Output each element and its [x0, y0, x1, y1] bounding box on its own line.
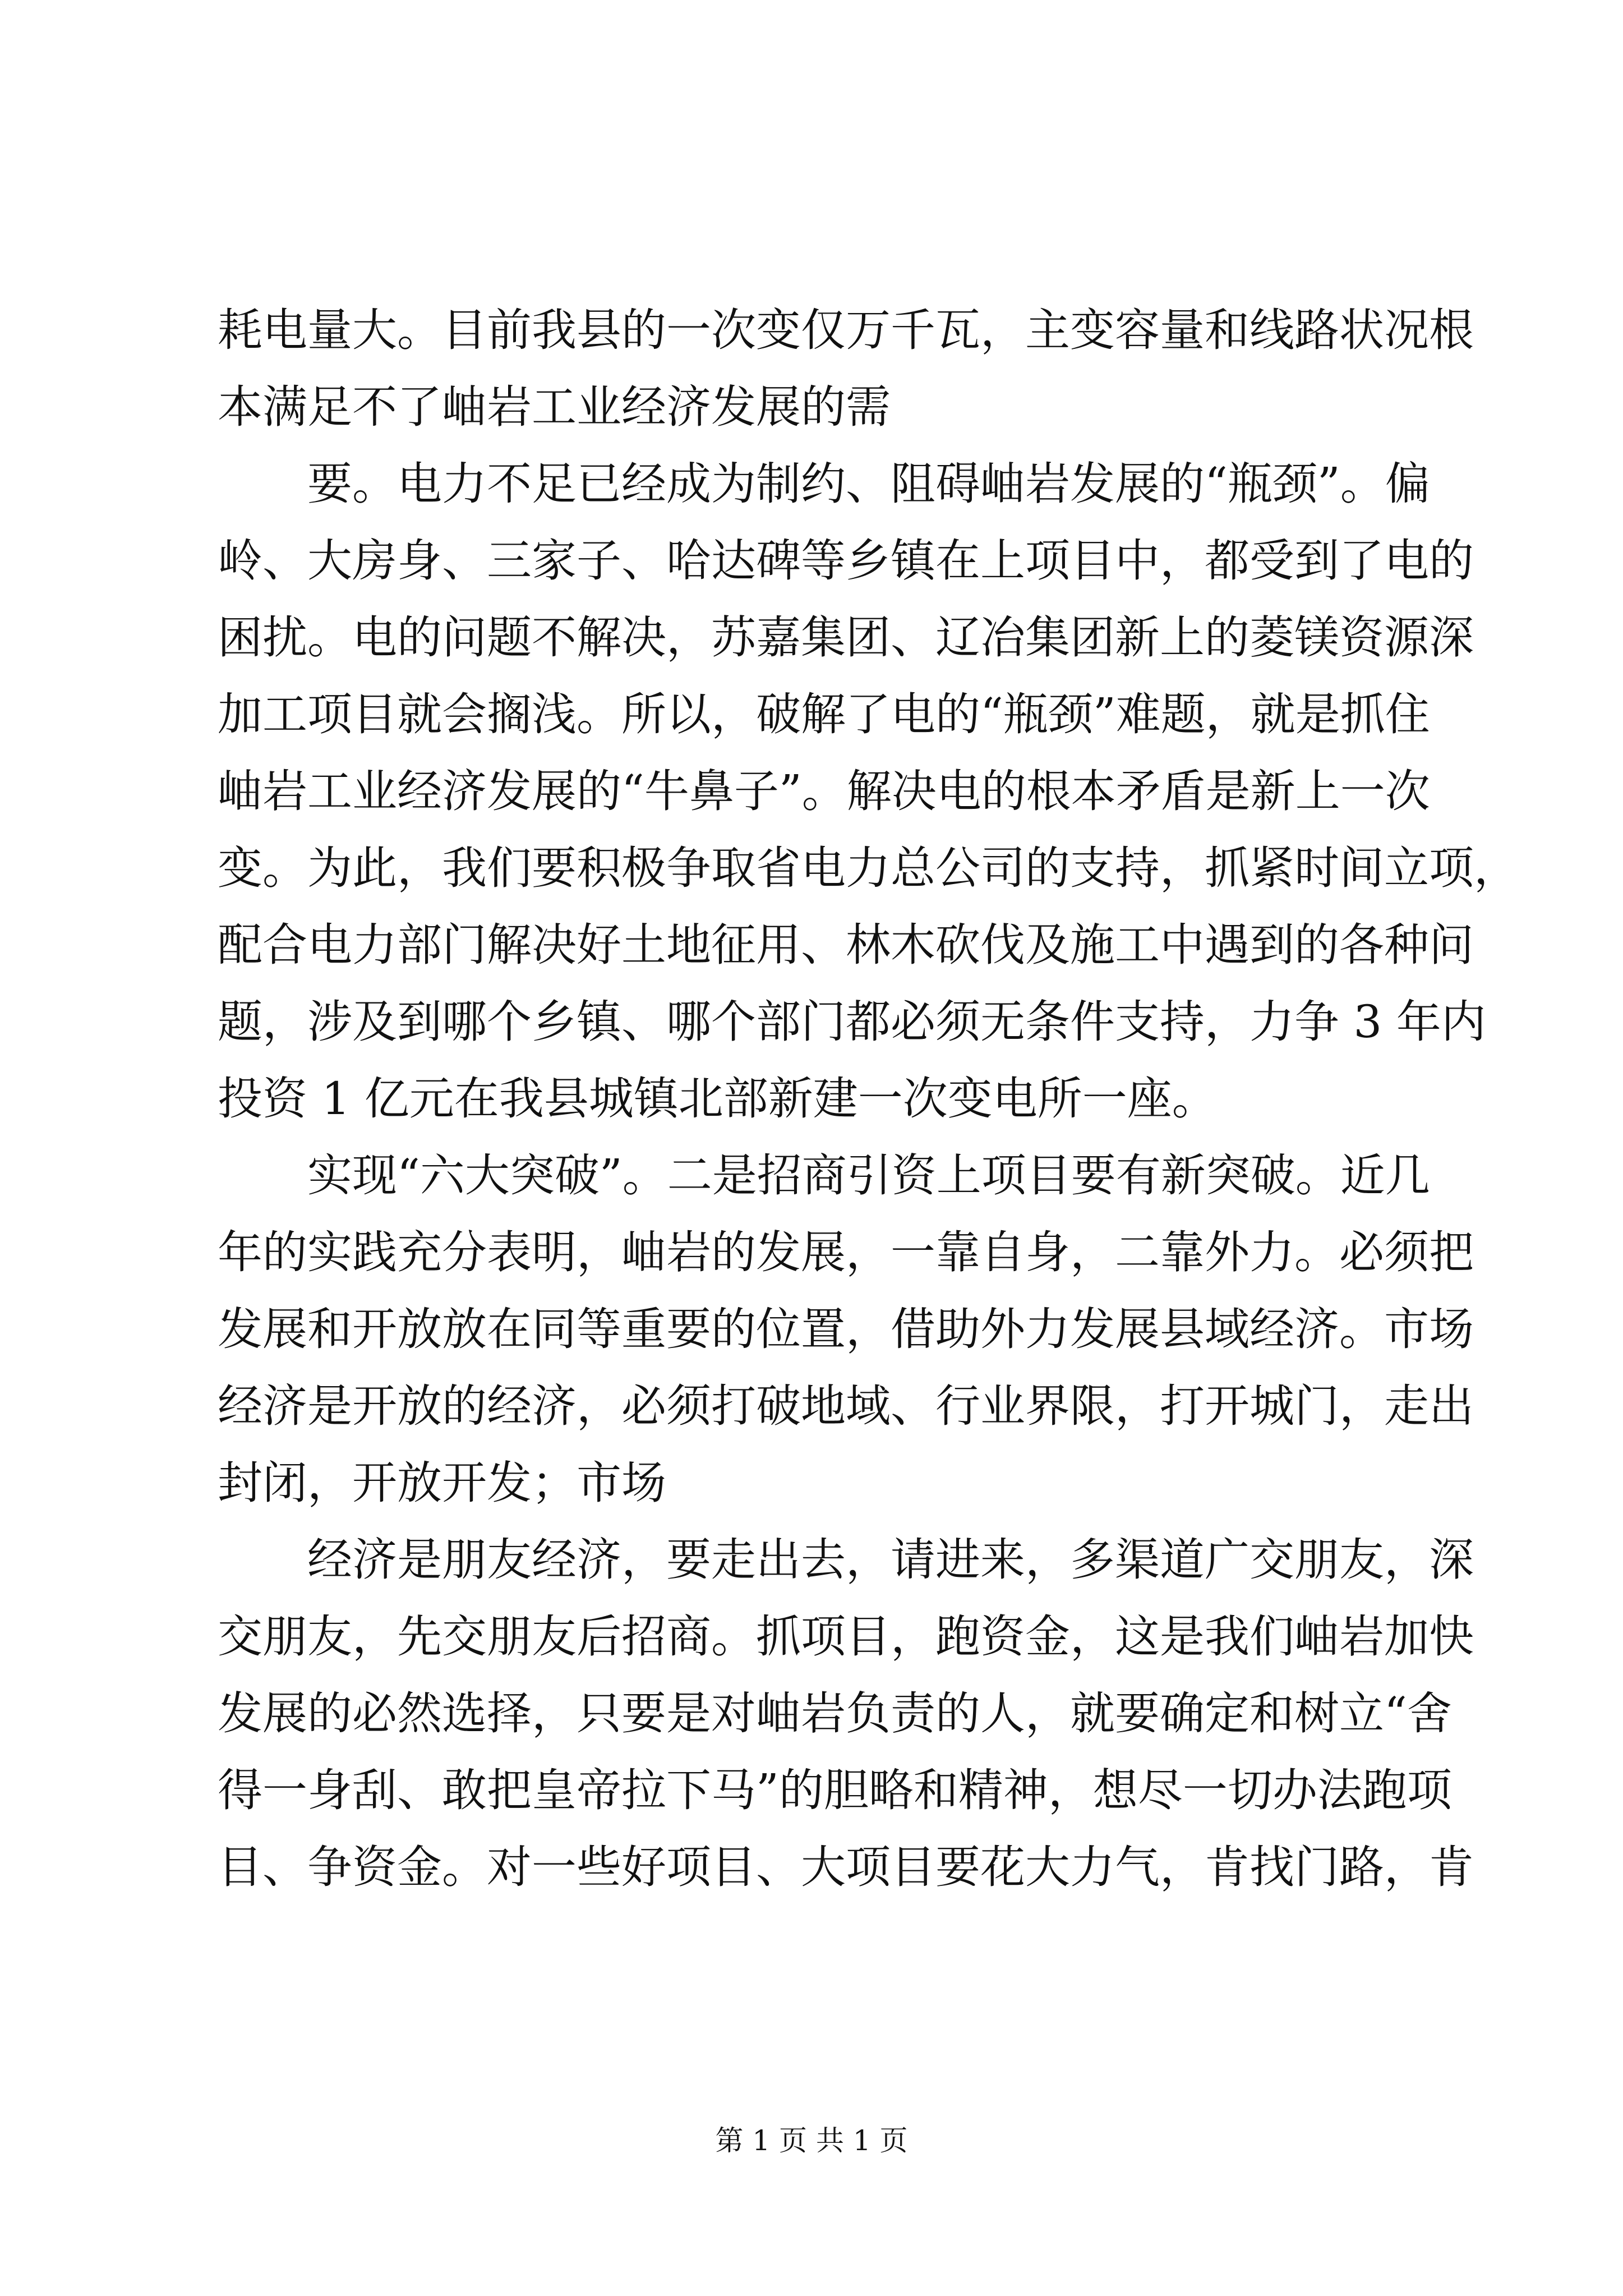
text-line: 加工项目就会搁浅。所以，破解了电的“瓶颈”难题，就是抓住: [218, 688, 1430, 740]
text-line: 封闭，开放开发；市场: [218, 1457, 666, 1509]
body-text: [218, 292, 1519, 1906]
text-line: 要。电力不足已经成为制约、阻碍岫岩发展的“瓶颈”。偏: [307, 458, 1430, 510]
text-line: 变。为此，我们要积极争取省电力总公司的支持，抓紧时间立项，: [218, 842, 1519, 894]
text-line: 困扰。电的问题不解决，苏嘉集团、辽冶集团新上的菱镁资源深: [218, 611, 1474, 664]
text-line: 岫岩工业经济发展的“牛鼻子”。解决电的根本矛盾是新上一次: [218, 765, 1430, 817]
text-line: 发展和开放放在同等重要的位置，借助外力发展县域经济。市场: [218, 1303, 1474, 1355]
text-line: 投资 1 亿元在我县城镇北部新建一次变电所一座。: [218, 1073, 1217, 1125]
text-line: 实现“六大突破”。二是招商引资上项目要有新突破。近几: [307, 1149, 1430, 1202]
text-line: 经济是朋友经济，要走出去，请进来，多渠道广交朋友，深: [307, 1534, 1474, 1586]
text-line: 本满足不了岫岩工业经济发展的需: [218, 381, 891, 433]
paragraph: [218, 445, 1519, 1137]
text-line: 得一身刮、敢把皇帝拉下马”的胆略和精神，想尽一切办法跑项: [218, 1764, 1452, 1816]
text-line: 耗电量大。目前我县的一次变仅万千瓦，主变容量和线路状况根: [218, 304, 1474, 356]
paragraph: [218, 1521, 1474, 1906]
paragraph: [218, 1137, 1474, 1521]
text-line: 经济是开放的经济，必须打破地域、行业界限，打开城门，走出: [218, 1380, 1474, 1432]
text-line: 题，涉及到哪个乡镇、哪个部门都必须无条件支持，力争 3 年内: [218, 996, 1486, 1048]
text-line: 目、争资金。对一些好项目、大项目要花大力气，肯找门路，肯: [218, 1841, 1474, 1893]
paragraph: [218, 292, 1474, 445]
text-line: 交朋友，先交朋友后招商。抓项目，跑资金，这是我们岫岩加快: [218, 1611, 1474, 1663]
text-line: 岭、大房身、三家子、哈达碑等乡镇在上项目中，都受到了电的: [218, 535, 1474, 587]
text-line: 年的实践充分表明，岫岩的发展，一靠自身，二靠外力。必须把: [218, 1226, 1474, 1278]
text-line: 配合电力部门解决好土地征用、林木砍伐及施工中遇到的各种问: [218, 919, 1474, 971]
text-line: 发展的必然选择，只要是对岫岩负责的人，就要确定和树立“舍: [218, 1687, 1452, 1740]
page-footer: 第 1 页 共 1 页: [715, 2124, 908, 2157]
